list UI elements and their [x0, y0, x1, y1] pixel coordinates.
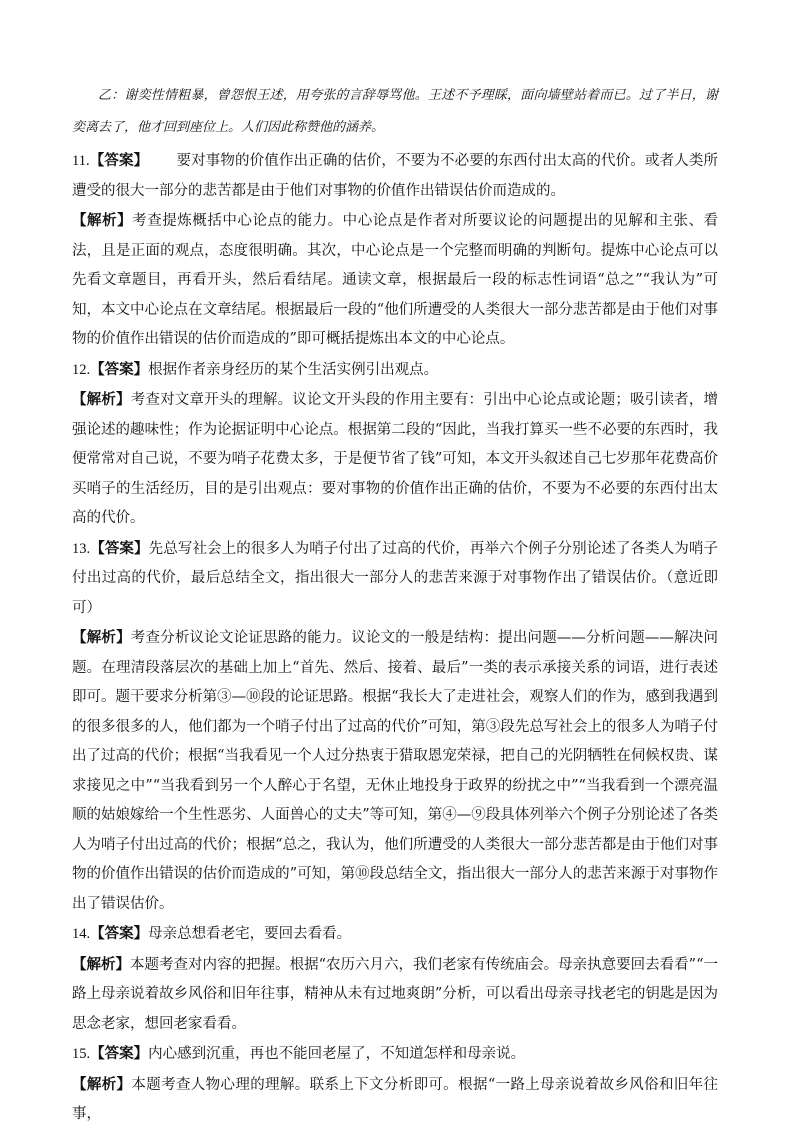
answer-tag: 【答案】	[90, 925, 149, 942]
answer-text: 内心感到沉重，再也不能回老屋了，不知道怎样和母亲说。	[148, 1046, 526, 1062]
answer-15	[72, 1039, 718, 1070]
analysis-14	[72, 950, 718, 1040]
intro-translation: 乙：谢奕性情粗暴，曾怨恨王述，用夸张的言辞辱骂他。王述不予理睬，面向墙壁站着而已。过了半日，谢奕离去了，他才回到座位上。人们因此称赞他的涵养。	[72, 88, 718, 135]
item-number: 12.	[72, 361, 91, 378]
answer-14	[72, 919, 718, 950]
answer-text: 母亲总想看老宅，要回去看看。	[148, 926, 352, 942]
answer-tag: 【答案】	[90, 1045, 149, 1062]
analysis-13	[72, 623, 718, 919]
answer-13	[72, 534, 718, 624]
item-number: 11.	[72, 153, 90, 169]
analysis-11	[72, 206, 718, 355]
answer-text: 先总写社会上的很多人为哨子付出了过高的代价，再举六个例子分别论述了各类人为哨子付出过高的代价，最后总结全文，指出很大一部分人的悲苦来源于对事物作出了错误估价。（意近即可）	[72, 540, 719, 616]
analysis-text: 考查提炼概括中心论点的能力。中心论点是作者对所要议论的问题提出的见解和主张、看法，且是正面的观点，态度很明确。其次，中心论点是一个完整而明确的判断句。提炼中心论点可以先看文章题目，再看开头，然后看结尾。通读文章，根据最后一段的标志性词语“总之”“我认为”可知，本文中心论点在文章结尾。根据最后一段的“他们所遭受的人类很大一部分悲苦都是由于他们对事物的价值作出错误的估价而造成的”即可概括提炼出本文的中心论点。	[72, 213, 719, 347]
analysis-tag: 【解析】	[72, 955, 131, 973]
analysis-tag: 【解析】	[72, 629, 131, 646]
answer-text: 根据作者亲身经历的某个生活实例引出观点。	[148, 361, 439, 378]
answer-tag: 【答案】	[90, 360, 149, 378]
item-number: 15.	[72, 1046, 91, 1062]
analysis-12	[72, 385, 718, 534]
item-number: 14.	[72, 926, 91, 942]
analysis-tag: 【解析】	[72, 1075, 132, 1093]
item-number: 13.	[72, 540, 91, 557]
answer-12	[72, 355, 718, 386]
analysis-15	[72, 1070, 718, 1130]
answer-11	[72, 146, 718, 206]
analysis-text: 考查对文章开头的理解。议论文开头段的作用主要有：引出中心论点或论题；吸引读者，增强论述的趣味性；作为论据证明中心论点。根据第二段的“因此，当我打算买一些不必要的东西时，我便常常对自己说，不要为哨子花费太多，于是便节省了钱”可知，本文开头叙述自己七岁那年花费高价买哨子的生活经历，目的是引出观点：要对事物的价值作出正确的估价，不要为不必要的东西付出太高的代价。	[72, 392, 719, 526]
analysis-text: 本题考查对内容的把握。根据“农历六月六，我们老家有传统庙会。母亲执意要回去看看”“一路上母亲说着故乡风俗和旧年往事，精神从未有过地爽朗”分析，可以看出母亲寻找老宅的钥匙是因为思念老家，想回老家看看。	[72, 956, 718, 1032]
document-page	[72, 80, 718, 1130]
analysis-text: 考查分析议论文论证思路的能力。议论文的一般是结构：提出问题——分析问题——解决问题。在理清段落层次的基础上加上“首先、然后、接着、最后”一类的表示承接关系的词语，进行表述即可。题干要求分析第③—⑩段的论证思路。根据“我长大了走进社会，观察人们的作为，感到我遇到的很多很多的人，他们都为一个哨子付出了过高的代价”可知，第③段先总写社会上的很多人为哨子付出了过高的代价；根据“当我看见一个人过分热衷于猎取恩宠荣禄，把自己的光阴牺牲在伺候权贵、谋求接见之中”“当我看到另一个人醉心于名望，无休止地投身于政界的纷扰之中”“当我看到一个漂亮温顺的姑娘嫁给一个生性恶劣、人面兽心的丈夫”等可知，第④—⑨段具体列举六个例子分别论述了各类人为哨子付出过高的代价；根据“总之，我认为，他们所遭受的人类很大一部分悲苦都是由于他们对事物的价值作出错误的估价而造成的”可知，第⑩段总结全文，指出很大一部分人的悲苦来源于对事物作出了错误估价。	[72, 630, 718, 912]
answer-tag: 【答案】	[90, 539, 149, 557]
answer-tag: 【答案】	[89, 152, 149, 169]
analysis-tag: 【解析】	[72, 212, 133, 229]
analysis-tag: 【解析】	[72, 391, 131, 408]
answer-text: 要对事物的价值作出正确的估价，不要为不必要的东西付出太高的代价。或者人类所遭受的很大一部分的悲苦都是由于他们对事物的价值作出错误估价而造成的。	[72, 153, 718, 199]
analysis-text: 本题考查人物心理的理解。联系上下文分析即可。根据“一路上母亲说着故乡风俗和旧年往事，	[72, 1076, 718, 1122]
